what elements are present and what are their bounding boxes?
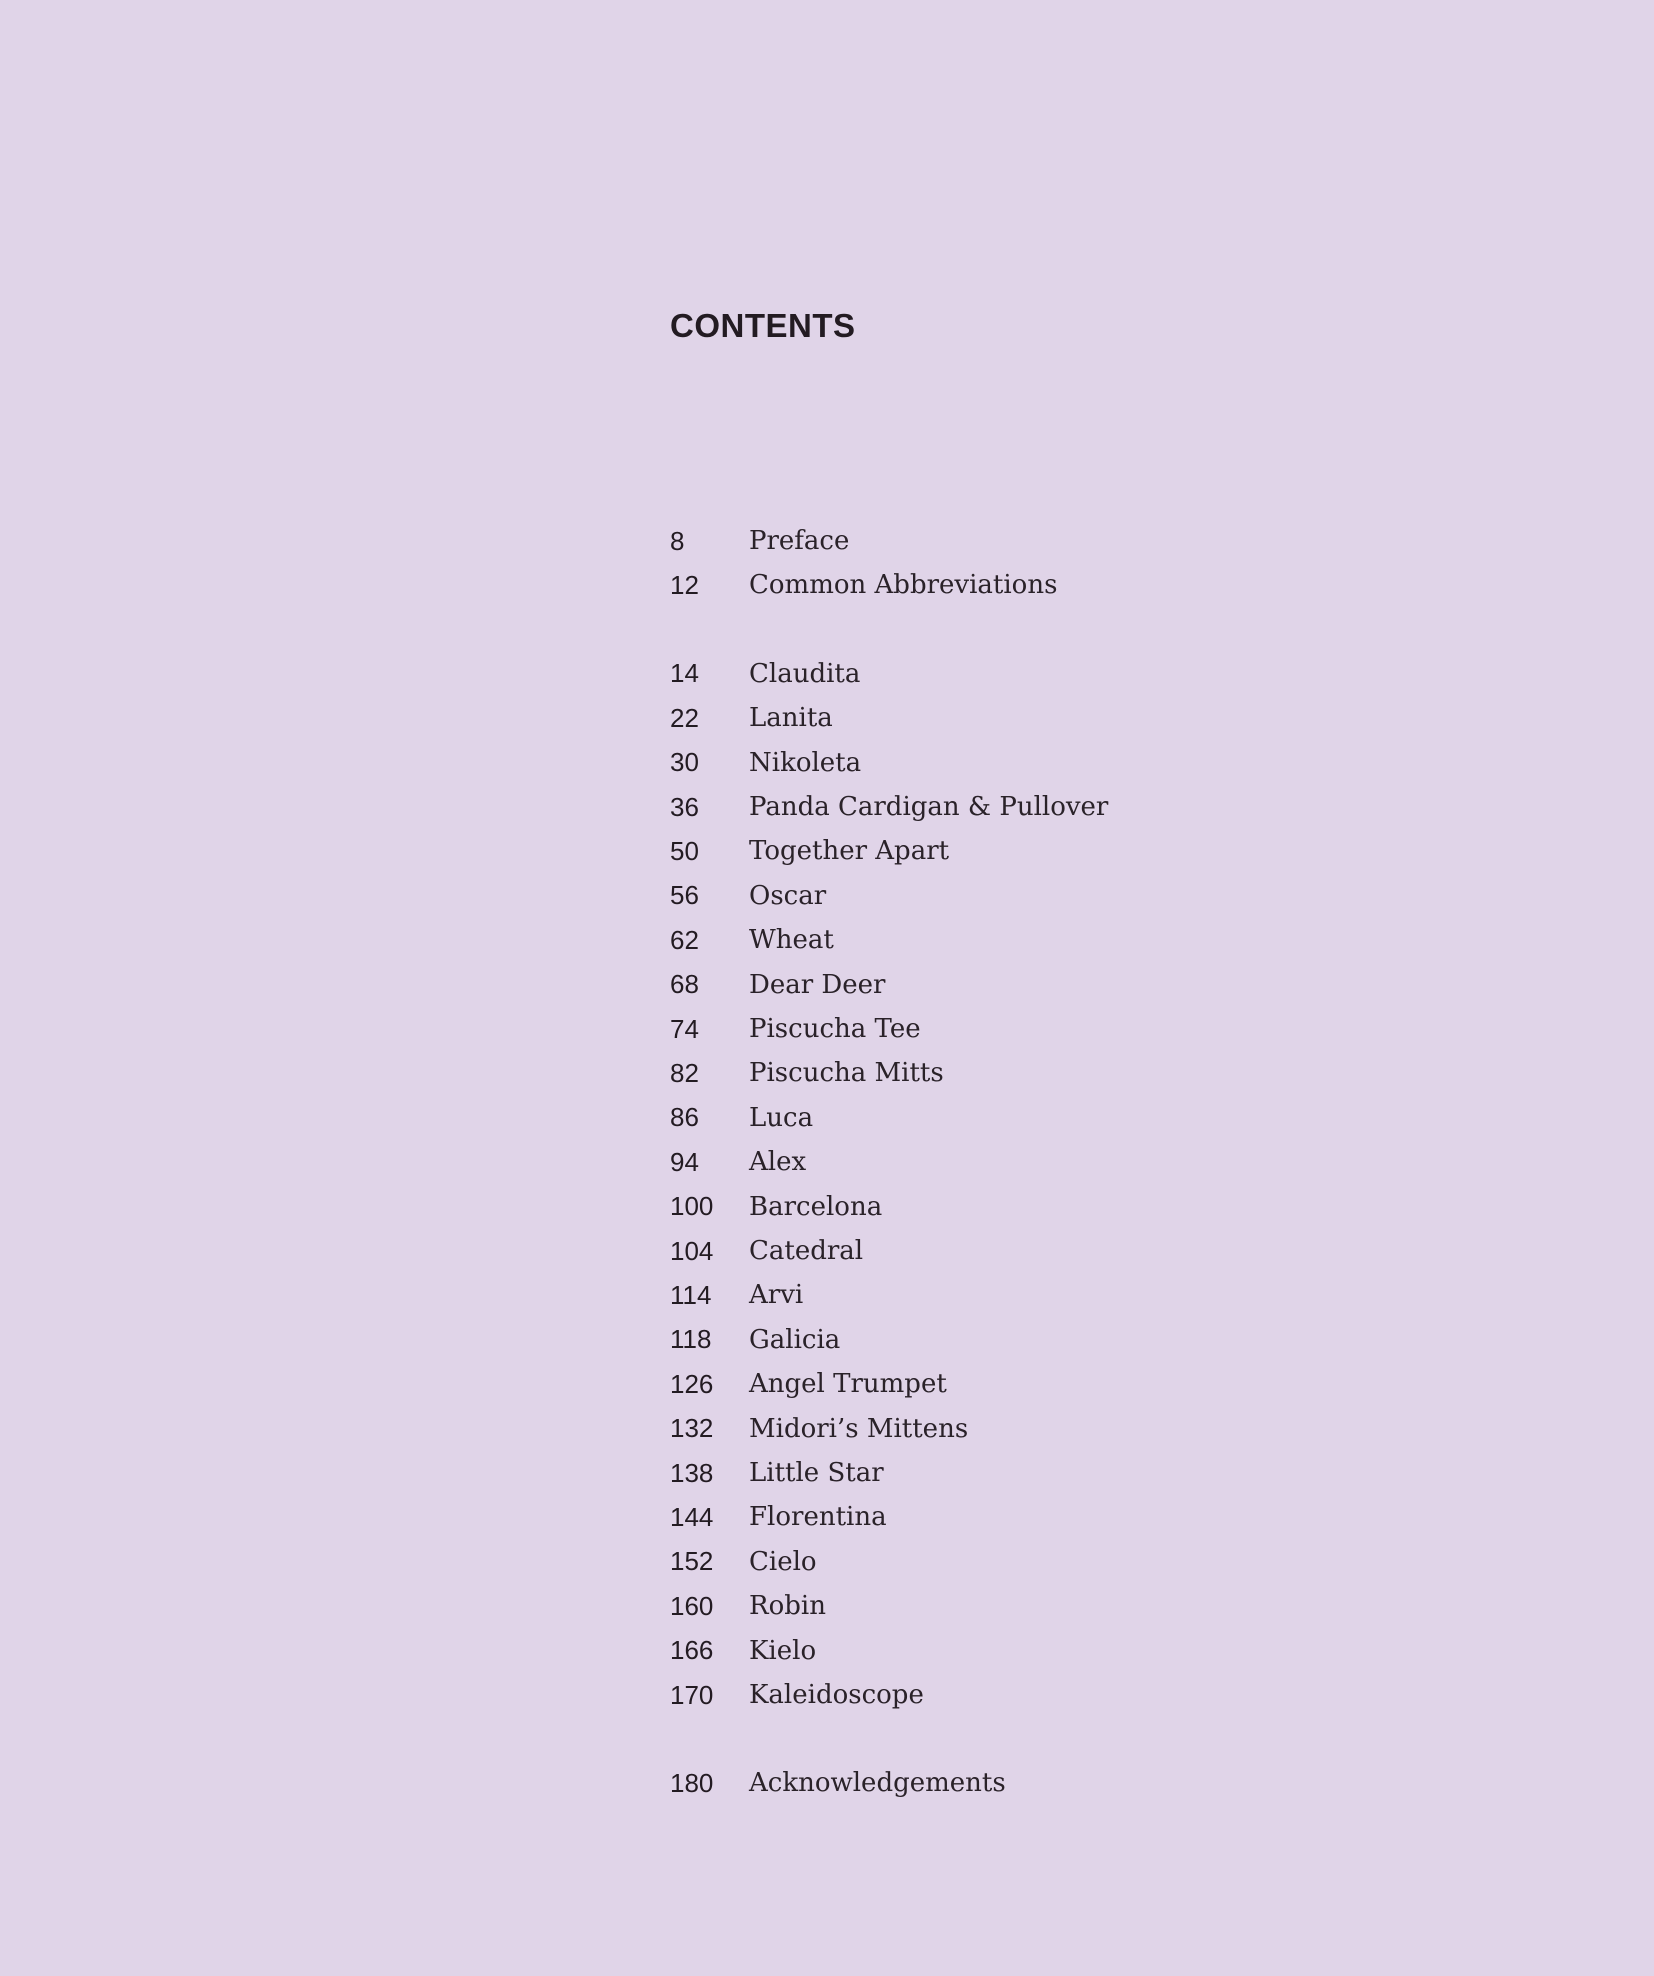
toc-page-number: 160 [670,1590,714,1621]
toc-entry [670,741,1370,785]
toc-page-number: 100 [670,1191,714,1222]
toc-entry-title: Kaleidoscope [749,1680,924,1710]
toc-page-number: 152 [670,1546,714,1577]
toc-entry-title: Lanita [749,703,833,734]
toc-entry-title: Together Apart [749,836,950,867]
toc-entry [670,1229,1370,1273]
toc-entry-title: Little Star [749,1458,884,1488]
toc-entry-title: Nikoleta [749,747,862,778]
toc-page-number: 30 [670,747,699,778]
toc-page-number: 12 [670,569,699,600]
toc-entry [670,519,1370,563]
toc-page-number: 170 [670,1679,714,1710]
toc-page-number: 126 [670,1368,714,1399]
toc-entry [670,1185,1370,1229]
toc-entry-title: Florentina [749,1502,887,1533]
toc-entry-title: Robin [749,1591,826,1622]
toc-page-number: 118 [670,1324,712,1355]
toc-entry [670,1096,1370,1140]
toc-entry [670,1540,1370,1584]
toc-entry [670,1273,1370,1317]
toc-entry [670,1140,1370,1184]
toc-entry-title: Preface [749,526,850,556]
toc-entry [670,1761,1370,1805]
toc-entry-title: Oscar [749,880,827,911]
toc-page-number: 86 [670,1102,699,1133]
toc-entry-title: Midori’s Mittens [749,1413,969,1444]
toc-entry [670,652,1370,696]
toc-entry-title: Galicia [749,1324,841,1355]
toc-page-number: 166 [670,1635,714,1666]
toc-page-number: 74 [670,1013,699,1044]
toc-page-number: 56 [670,880,699,911]
toc-entry-title: Piscucha Tee [749,1014,921,1044]
toc-entry [670,696,1370,740]
toc-entry [670,1584,1370,1628]
toc-page-number: 14 [670,658,699,689]
toc-page-number: 94 [670,1146,699,1177]
toc-entry-title: Piscucha Mitts [749,1058,944,1089]
toc-entry-title: Barcelona [749,1191,883,1222]
toc-entry-title: Wheat [749,925,834,956]
toc-page-number: 22 [670,702,699,733]
toc-entry-title: Arvi [749,1280,804,1311]
toc-entry [670,1362,1370,1406]
toc-entry [670,1673,1370,1717]
toc-page-number: 144 [670,1501,714,1532]
toc-entry [670,563,1370,607]
toc-entry-title: Alex [749,1147,807,1178]
toc-page-number: 114 [670,1279,712,1310]
toc-entry-title: Angel Trumpet [749,1369,947,1400]
page-title: CONTENTS [670,307,856,344]
toc-entry-title: Claudita [749,658,861,689]
toc-page-number: 8 [670,525,685,556]
toc-entry-title: Acknowledgements [749,1768,1006,1799]
toc-entry [670,918,1370,962]
toc-entry [670,1007,1370,1051]
toc-page-number: 180 [670,1767,714,1798]
toc-page-number: 132 [670,1413,714,1444]
toc-entry [670,1629,1370,1673]
toc-entry [670,785,1370,829]
toc-page-number: 36 [670,791,699,822]
toc-page-number: 82 [670,1057,699,1088]
toc-page-number: 138 [670,1457,714,1488]
toc-entry-title: Common Abbreviations [749,570,1058,601]
toc-entry [670,1451,1370,1495]
toc-entry [670,874,1370,918]
toc-entry [670,1407,1370,1451]
toc-entry [670,1051,1370,1095]
toc-entry [670,1318,1370,1362]
toc-page-number: 50 [670,835,699,866]
toc-entry-title: Cielo [749,1546,817,1577]
toc-entry-title: Luca [749,1102,814,1133]
toc-entry [670,1495,1370,1539]
toc-entry-title: Dear Deer [749,969,886,1000]
toc-page-number: 62 [670,924,699,955]
toc-entry [670,829,1370,873]
toc-page-number: 104 [670,1235,714,1266]
toc-entry-title: Panda Cardigan & Pullover [749,792,1109,822]
toc-entry [670,963,1370,1007]
toc-page-number: 68 [670,969,699,1000]
toc-entry-title: Catedral [749,1236,864,1266]
toc-entry-title: Kielo [749,1635,817,1666]
